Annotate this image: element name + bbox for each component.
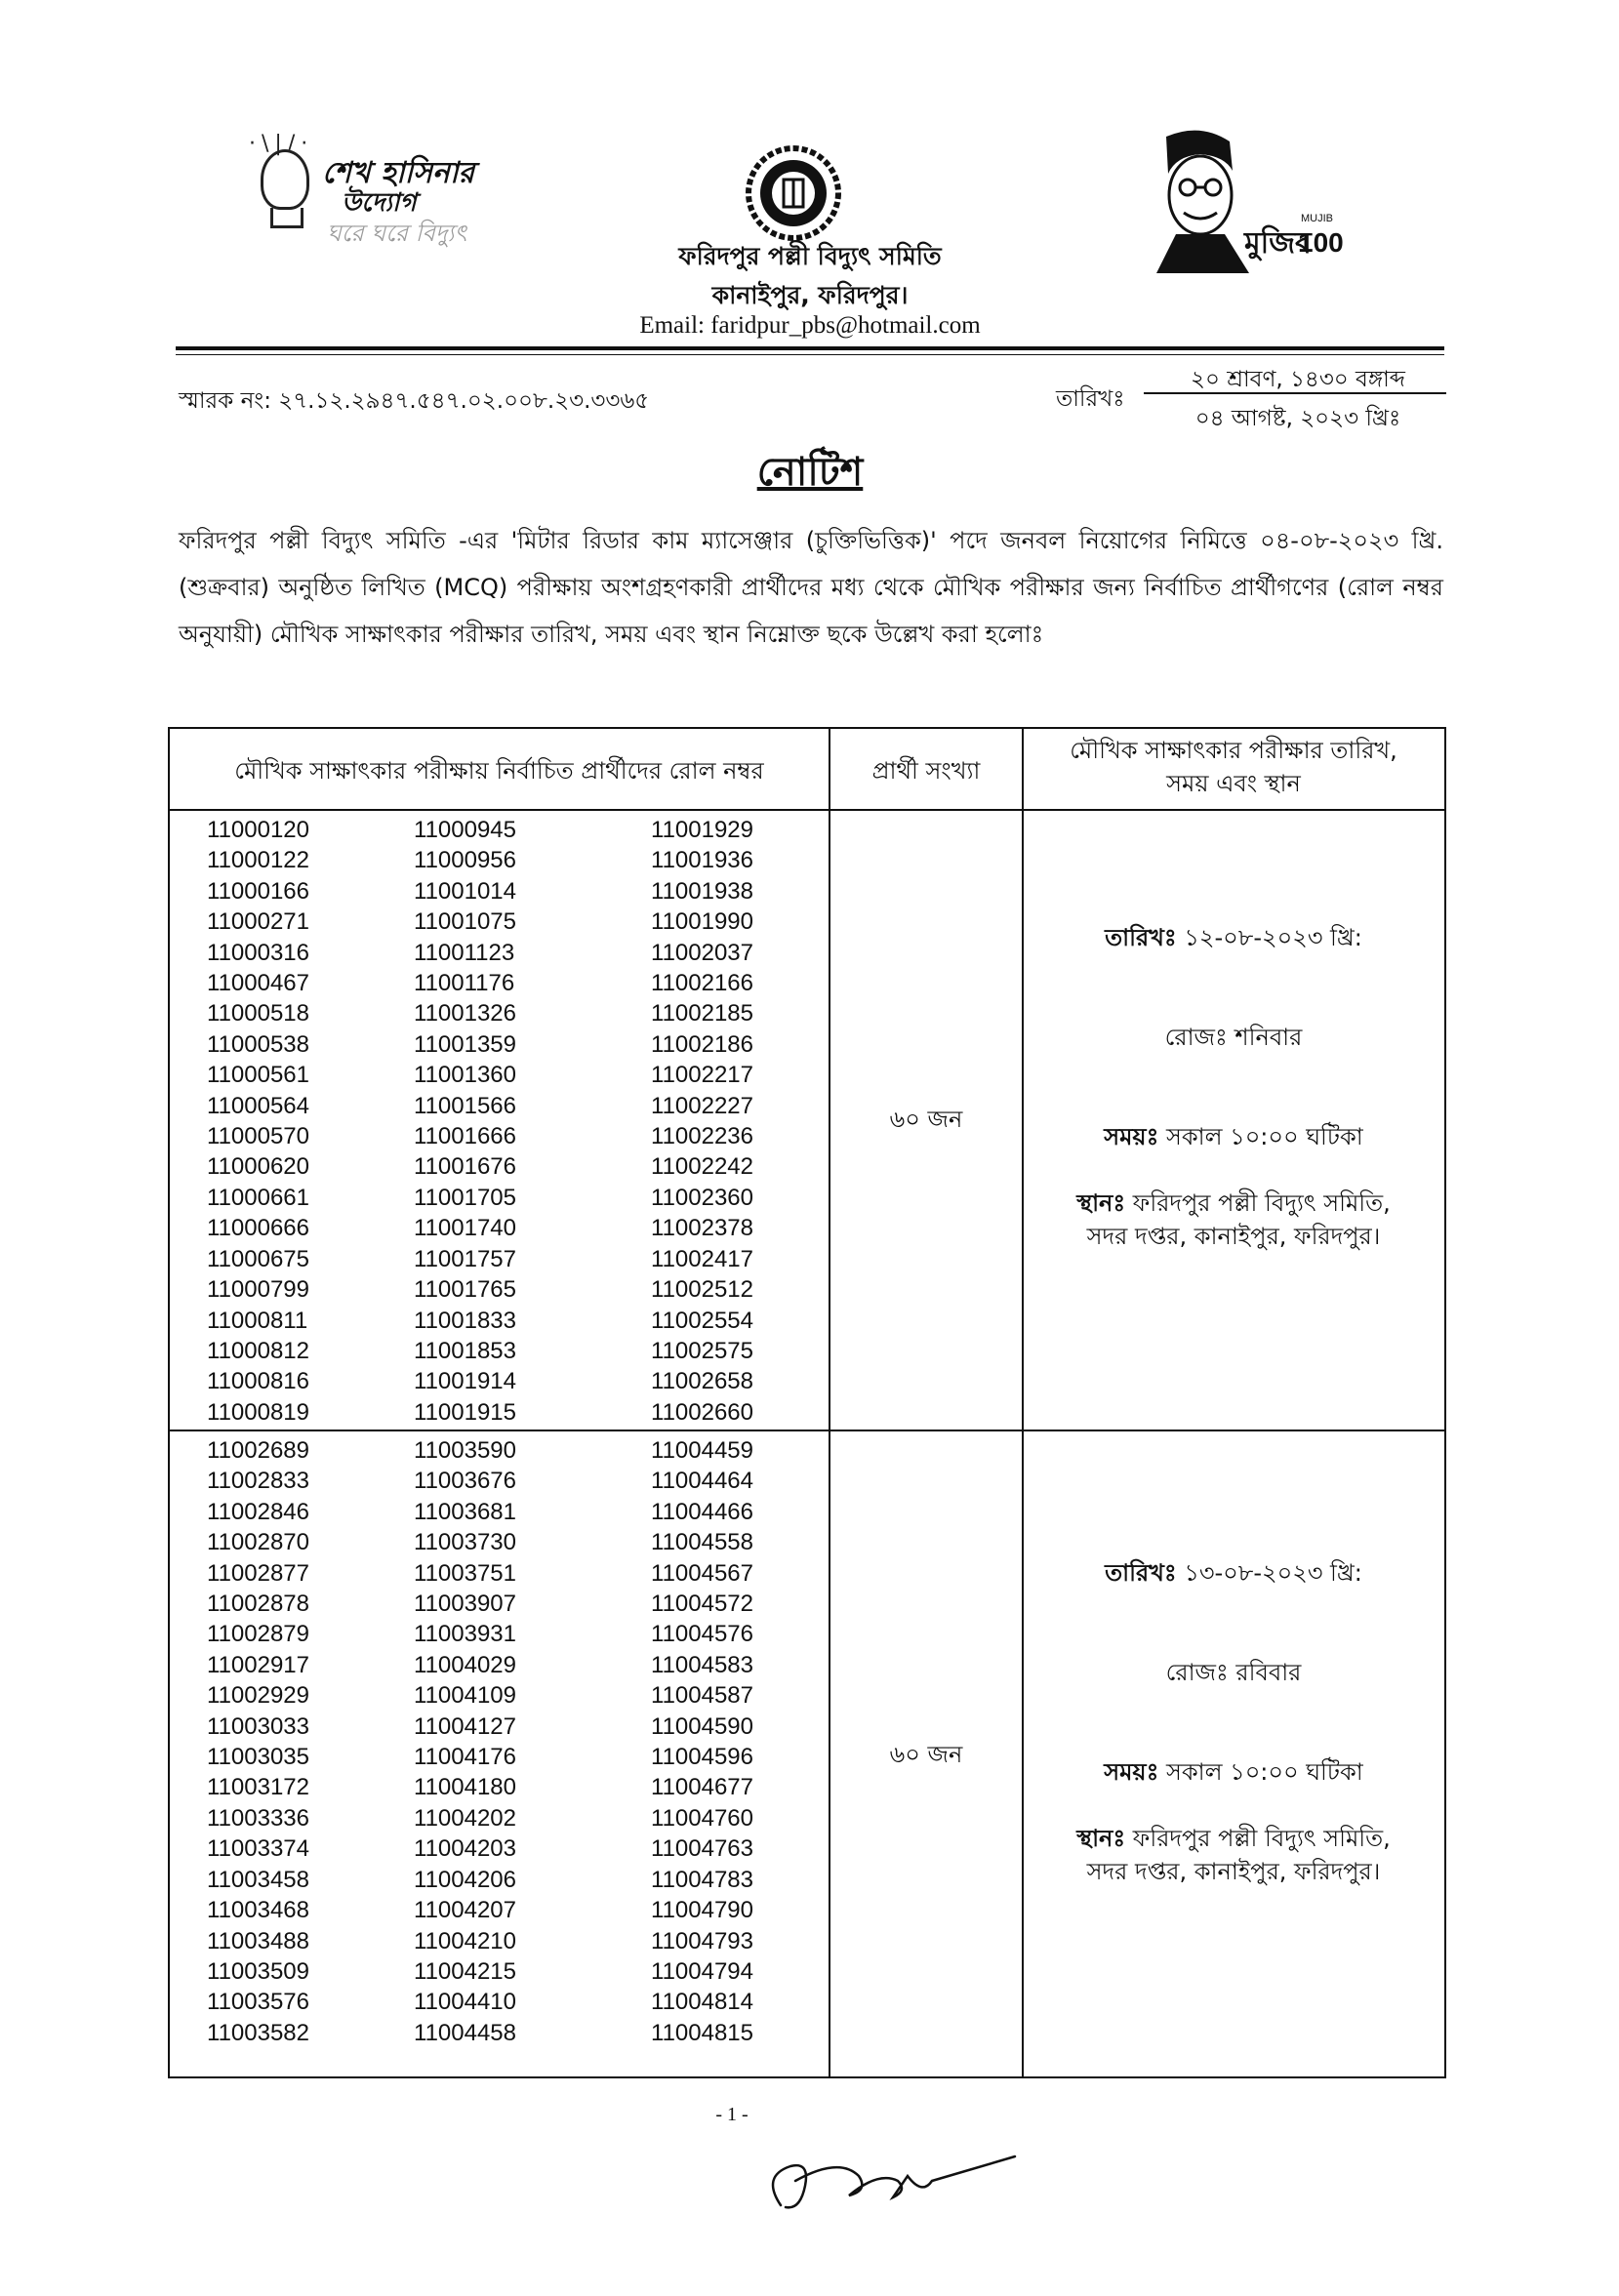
header-schedule-line2: সময় এবং স্থান: [1166, 770, 1301, 797]
date-label: তারিখঃ: [1105, 1559, 1177, 1587]
mujib-number: 100: [1298, 227, 1344, 258]
slogan-line1: শেখ হাসিনার: [322, 156, 475, 190]
bulb-rays-icon: ·\|/·: [249, 132, 314, 156]
roll-number: 11004558: [651, 1529, 753, 1556]
roll-number: 11001990: [651, 908, 753, 936]
roll-number: 11002360: [651, 1184, 753, 1211]
roll-number: 11003730: [414, 1529, 516, 1556]
header-schedule-line1: মৌখিক সাক্ষাৎকার পরীক্ষার তারিখ,: [1070, 737, 1397, 764]
header-divider-thin: [176, 354, 1444, 355]
roll-number: 11000467: [207, 970, 309, 997]
roll-number: 11000561: [207, 1062, 309, 1089]
roll-number: 11001740: [414, 1215, 516, 1242]
schedule-day-1: রোজঃ শনিবার: [1164, 1024, 1303, 1051]
roll-number: 11004109: [414, 1682, 516, 1710]
roll-number: 11002417: [651, 1245, 753, 1272]
place-value-line2: সদর দপ্তর, কানাইপুর, ফরিদপুর।: [1086, 1858, 1381, 1885]
roll-number: 11001359: [414, 1030, 516, 1058]
roll-number: 11003751: [414, 1559, 516, 1587]
roll-number: 11004790: [651, 1897, 753, 1924]
roll-number: 11004210: [414, 1927, 516, 1954]
time-label: সময়ঃ: [1104, 1758, 1159, 1786]
roll-number: 11001929: [651, 817, 753, 843]
roll-number: 11004596: [651, 1744, 753, 1771]
roll-group-1: [207, 815, 812, 1430]
roll-number: 11000956: [414, 847, 516, 874]
roll-number: 11004458: [414, 2019, 516, 2046]
table-divider: [829, 729, 830, 2076]
roll-number: 11004763: [651, 1835, 753, 1863]
roll-number: 11001938: [651, 877, 753, 905]
roll-number: 11003590: [414, 1437, 516, 1464]
roll-number: 11000120: [207, 817, 309, 843]
roll-number: 11002186: [651, 1030, 753, 1058]
roll-number: 11004576: [651, 1621, 753, 1648]
organization-name: ফরিদপুর পল্লী বিদ্যুৎ সমিতি: [678, 242, 942, 270]
roll-number: 11001014: [414, 877, 516, 905]
roll-column: [207, 815, 309, 1428]
roll-group-2: [207, 1435, 812, 2060]
roll-number: 11003458: [207, 1866, 309, 1893]
roll-number: 11000538: [207, 1030, 309, 1058]
roll-number: 11001915: [414, 1398, 516, 1426]
roll-number: 11003676: [414, 1468, 516, 1495]
roll-number: 11003488: [207, 1927, 309, 1954]
roll-number: 11002689: [207, 1437, 309, 1464]
roll-number: 11004814: [651, 1989, 753, 2016]
roll-number: 11002877: [207, 1559, 309, 1587]
roll-number: 11001765: [414, 1276, 516, 1304]
roll-number: 11002575: [651, 1337, 753, 1364]
place-label: স্থানঃ: [1076, 1825, 1126, 1852]
roll-number: 11004410: [414, 1989, 516, 2016]
roll-number: 11000945: [414, 817, 516, 843]
roll-number: 11004202: [414, 1804, 516, 1832]
roll-number: 11002833: [207, 1468, 309, 1495]
roll-number: 11000675: [207, 1245, 309, 1272]
roll-number: 11001676: [414, 1153, 516, 1181]
header-roll-numbers: মৌখিক সাক্ষাৎকার পরীক্ষায় নির্বাচিত প্রার্থীদের রোল নম্বর: [234, 757, 764, 785]
roll-number: 11004587: [651, 1682, 753, 1710]
memo-number: স্মারক নং: ২৭.১২.২৯৪৭.৫৪৭.০২.০০৮.২৩.৩৩৬৫: [179, 388, 650, 414]
schedule-place-2: [1024, 1822, 1443, 1888]
header-schedule: [1024, 734, 1443, 800]
time-value: সকাল ১০:০০ ঘটিকা: [1158, 1758, 1363, 1786]
candidate-count-2: ৬০ জন: [889, 1741, 963, 1768]
slogan-line3: ঘরে ঘরে বিদ্যুৎ: [327, 220, 467, 247]
slogan-line2: উদ্যোগ: [342, 188, 417, 218]
roll-number: 11001176: [414, 970, 515, 997]
roll-number: 11002554: [651, 1307, 753, 1334]
roll-number: 11004180: [414, 1774, 516, 1801]
roll-column: [651, 1435, 753, 2048]
roll-number: 11000316: [207, 939, 309, 966]
roll-number: 11001360: [414, 1062, 516, 1089]
roll-number: 11003907: [414, 1591, 516, 1618]
time-label: সময়ঃ: [1104, 1123, 1159, 1150]
roll-number: 11002879: [207, 1621, 309, 1648]
roll-number: 11001123: [414, 939, 515, 966]
schedule-date-2: [1024, 1556, 1443, 1590]
roll-number: 11002217: [651, 1062, 753, 1089]
roll-column: [414, 815, 516, 1428]
pbs-seal-icon: [745, 144, 842, 242]
table-header-divider: [170, 809, 1444, 811]
roll-number: 11001914: [414, 1368, 516, 1395]
roll-number: 11002846: [207, 1498, 309, 1525]
schedule-1: [1024, 921, 1443, 1253]
roll-number: 11003576: [207, 1989, 309, 2016]
roll-number: 11004567: [651, 1559, 753, 1587]
roll-number: 11002378: [651, 1215, 753, 1242]
roll-number: 11000518: [207, 1000, 309, 1027]
roll-number: 11001326: [414, 1000, 516, 1027]
roll-number: 11000564: [207, 1092, 309, 1119]
schedule-date-1: [1024, 921, 1443, 954]
roll-number: 11003172: [207, 1774, 309, 1801]
organization-address: কানাইপুর, ফরিদপুর।: [711, 281, 909, 309]
light-bulb-icon: [261, 149, 309, 210]
roll-number: 11002236: [651, 1123, 753, 1150]
roll-number: 11004215: [414, 1957, 516, 1985]
roll-number: 11001566: [414, 1092, 516, 1119]
roll-number: 11002658: [651, 1368, 753, 1395]
roll-number: 11000819: [207, 1398, 309, 1426]
roll-number: 11004572: [651, 1591, 753, 1618]
roll-number: 11003336: [207, 1804, 309, 1832]
roll-number: 11004207: [414, 1897, 516, 1924]
roll-number: 11000811: [207, 1307, 308, 1334]
page-number: - 1 -: [715, 2104, 749, 2125]
mujib-100-logo: [1147, 127, 1352, 273]
date-english: ০৪ আগষ্ট, ২০২৩ খ্রিঃ: [1194, 406, 1401, 431]
mujib-small-label: MUJIB: [1301, 213, 1333, 224]
roll-number: 11002242: [651, 1153, 753, 1181]
roll-number: 11002878: [207, 1591, 309, 1618]
date-value: ১২-০৮-২০২৩ খ্রি:: [1176, 924, 1362, 951]
roll-number: 11002917: [207, 1651, 309, 1678]
place-label: স্থানঃ: [1076, 1189, 1126, 1217]
roll-number: 11000570: [207, 1123, 309, 1150]
roll-number: 11000666: [207, 1215, 309, 1242]
roll-number: 11001666: [414, 1123, 516, 1150]
time-value: সকাল ১০:০০ ঘটিকা: [1158, 1123, 1363, 1150]
place-value: ফরিদপুর পল্লী বিদ্যুৎ সমিতি,: [1125, 1825, 1391, 1852]
roll-number: 11000166: [207, 877, 309, 905]
date-bangla: ২০ শ্রাবণ, ১৪৩০ বঙ্গাব্দ: [1191, 367, 1405, 392]
schedule-time-2: [1024, 1755, 1443, 1789]
bulb-base-icon: [270, 208, 304, 228]
roll-number: 11000799: [207, 1276, 309, 1304]
roll-number: 11000816: [207, 1368, 309, 1395]
roll-number: 11003681: [414, 1498, 516, 1525]
roll-number: 11000122: [207, 847, 309, 874]
roll-number: 11001936: [651, 847, 753, 874]
roll-number: 11001757: [414, 1245, 516, 1272]
roll-number: 11002660: [651, 1398, 753, 1426]
roll-number: 11003374: [207, 1835, 309, 1863]
date-divider: [1144, 392, 1446, 394]
roll-number: 11004815: [651, 2019, 753, 2046]
notice-intro: ফরিদপুর পল্লী বিদ্যুৎ সমিতি -এর 'মিটার রিডার কাম ম্যাসেঞ্জার (চুক্তিভিত্তিক)' পদে জনবল নিয়োগের নিমিত্তে ০৪-০৮-২০২৩ খ্রি. (শুক্রবার) অনুষ্ঠিত লিখিত (MCQ) পরীক্ষায় অংশগ্রহণকারী প্রার্থীদের মধ্য থেকে মৌখিক পরীক্ষার জন্য নির্বাচিত প্রার্থীগণের (রোল নম্বর অনুযায়ী) মৌখিক সাক্ষাৎকার পরীক্ষার তারিখ, সময় এবং স্থান নিম্নোক্ত ছকে উল্লেখ করা হলোঃ: [179, 527, 1443, 648]
signature-icon: [751, 2137, 1044, 2225]
roll-number: 11004590: [651, 1712, 753, 1740]
date-value: ১৩-০৮-২০২৩ খ্রি:: [1176, 1559, 1362, 1587]
roll-number: 11001075: [414, 908, 516, 936]
place-value: ফরিদপুর পল্লী বিদ্যুৎ সমিতি,: [1125, 1189, 1391, 1217]
roll-number: 11001853: [414, 1337, 516, 1364]
roll-number: 11000620: [207, 1153, 309, 1181]
roll-number: 11004760: [651, 1804, 753, 1832]
roll-number: 11002227: [651, 1092, 753, 1119]
roll-number: 11002166: [651, 970, 753, 997]
roll-number: 11004464: [651, 1468, 753, 1495]
header-candidate-count: প্রার্থী সংখ্যা: [871, 757, 981, 785]
portrait-icon: [1147, 127, 1254, 273]
roll-number: 11002870: [207, 1529, 309, 1556]
roll-number: 11004794: [651, 1957, 753, 1985]
roll-number: 11004459: [651, 1437, 753, 1464]
notice-title: নোটিশ: [756, 450, 864, 495]
roll-number: 11003931: [414, 1621, 516, 1648]
roll-number: 11004583: [651, 1651, 753, 1678]
roll-number: 11004677: [651, 1774, 753, 1801]
roll-number: 11002512: [651, 1276, 753, 1304]
roll-column: [207, 1435, 309, 2048]
roll-number: 11004029: [414, 1651, 516, 1678]
roll-column: [651, 815, 753, 1428]
roll-number: 11001833: [414, 1307, 516, 1334]
roll-number: 11002929: [207, 1682, 309, 1710]
header-divider: [176, 346, 1444, 350]
date-label: তারিখঃ: [1105, 924, 1177, 951]
roll-number: 11003035: [207, 1744, 309, 1771]
roll-number: 11003509: [207, 1957, 309, 1985]
roll-number: 11003033: [207, 1712, 309, 1740]
roll-number: 11002185: [651, 1000, 753, 1027]
mujib-label: মুজিব: [1244, 226, 1312, 261]
roll-number: 11002037: [651, 939, 753, 966]
date-label: তারিখঃ: [1056, 386, 1125, 412]
roll-number: 11004793: [651, 1927, 753, 1954]
roll-number: 11000812: [207, 1337, 309, 1364]
roll-number: 11004783: [651, 1866, 753, 1893]
roll-column: [414, 1435, 516, 2048]
roll-number: 11004127: [414, 1712, 516, 1740]
interview-schedule-table: [168, 727, 1446, 2078]
table-group-divider: [170, 1430, 1444, 1431]
sheikh-hasina-initiative-logo: [249, 132, 493, 249]
schedule-2: [1024, 1556, 1443, 1888]
roll-number: 11003582: [207, 2019, 309, 2046]
roll-number: 11004466: [651, 1498, 753, 1525]
schedule-place-1: [1024, 1187, 1443, 1253]
candidate-count-1: ৬০ জন: [889, 1106, 963, 1133]
roll-number: 11000271: [207, 908, 309, 936]
roll-number: 11001705: [414, 1184, 516, 1211]
organization-email: Email: faridpur_pbs@hotmail.com: [639, 312, 981, 339]
roll-number: 11004206: [414, 1866, 516, 1893]
schedule-day-2: রোজঃ রবিবার: [1165, 1659, 1302, 1686]
schedule-time-1: [1024, 1120, 1443, 1153]
place-value-line2: সদর দপ্তর, কানাইপুর, ফরিদপুর।: [1086, 1223, 1381, 1250]
roll-number: 11003468: [207, 1897, 309, 1924]
roll-number: 11004203: [414, 1835, 516, 1863]
roll-number: 11004176: [414, 1744, 516, 1771]
roll-number: 11000661: [207, 1184, 309, 1211]
